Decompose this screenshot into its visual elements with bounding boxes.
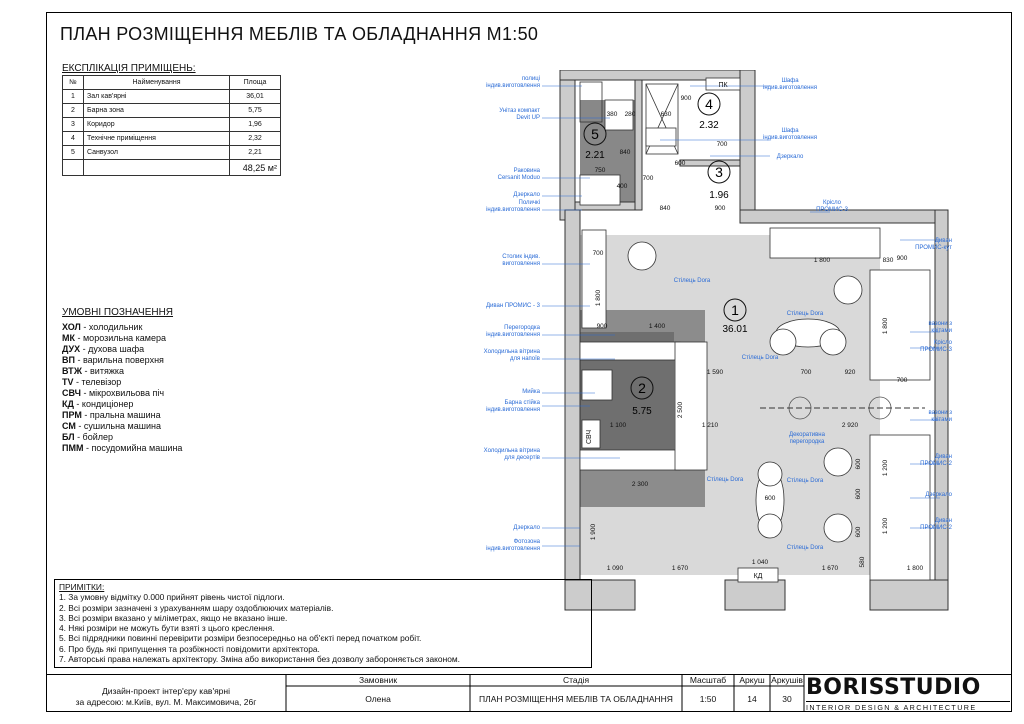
row-number: 5 [63, 146, 84, 160]
row-area: 2,32 [230, 132, 281, 146]
legend-item: ПММ - посудомийна машина [62, 443, 183, 453]
row-name: Коридор [84, 118, 230, 132]
sheets-value: 30 [782, 694, 792, 704]
dimension-label: 400 [616, 183, 628, 190]
wall-partition-wc [635, 80, 642, 210]
callout-text: ПРОМИС-3 [816, 207, 848, 213]
legend-item: КД - кондиціонер [62, 399, 134, 409]
chair-label: Стілець Dora [706, 477, 744, 483]
note-item: 4. Някі розміри не можуть бути взяті з цього креслення. [59, 623, 275, 634]
note-item: 2. Всі розміри зазначені з урахуванням шару оздоблюючих матеріалів. [59, 602, 334, 613]
legend-item: СВЧ - мікрохвильова піч [62, 388, 165, 398]
room-number: 4 [705, 96, 713, 112]
callout-text: Devit UP [516, 115, 540, 121]
studio-logo [806, 676, 1010, 712]
legend-item: МК - морозильна камера [62, 333, 167, 343]
callout-text: Дзеркало [513, 192, 540, 198]
callout-text: ПРОМИС-3 [920, 347, 952, 353]
dimension-label: 900 [714, 205, 726, 212]
notes-heading: ПРИМІТКИ: [59, 582, 105, 592]
row-number: 2 [63, 104, 84, 118]
callout-text: Дзеркало [776, 154, 804, 160]
sheet-value: 14 [747, 694, 757, 704]
project-info [46, 682, 286, 712]
callout-text: індив.виготовлення [486, 207, 540, 213]
dimension-label: 1 210 [701, 422, 719, 429]
row-number: 4 [63, 132, 84, 146]
row-name: Санвузол [84, 146, 230, 160]
dimension-label: 1 590 [706, 369, 724, 376]
chair-label: Стілець Dora [786, 545, 824, 551]
dimension-label: 1 670 [671, 565, 689, 572]
callout-text: індив.виготовлення [486, 332, 540, 338]
callout-text: ПРОМИС-2 [920, 525, 952, 531]
room-area: 5.75 [632, 406, 652, 417]
callout-text: Холодильна вітрина [483, 448, 540, 454]
legend-item: ВТЖ - витяжка [62, 366, 124, 376]
explication-heading: ЕКСПЛІКАЦІЯ ПРИМІЩЕНЬ: [62, 63, 196, 74]
table-total-row [63, 160, 281, 176]
callout-text: ПРОМИС-кут [915, 245, 952, 251]
room-area: 2.21 [585, 150, 605, 161]
project-line-2: за адресою: м.Київ, вул. М. Максимовича, 26г [75, 697, 257, 707]
callout-text: індив.виготовлення [486, 546, 540, 552]
drawing-title: ПЛАН РОЗМІЩЕННЯ МЕБЛІВ ТА ОБЛАДНАННЯ М1:50 [60, 24, 539, 44]
callout-text: Фотозона [513, 539, 540, 545]
room-area: 36.01 [722, 324, 748, 335]
table-row [63, 104, 281, 118]
chair-dora [770, 329, 796, 355]
dimension-label: 280 [624, 111, 636, 118]
dimension-label: 750 [594, 167, 606, 174]
note-item: 7. Авторські права належать архітектору. Зміна або використання без дозволу забороняється законом. [59, 654, 460, 665]
dimension-label: 2 500 [677, 401, 684, 419]
sofa-promis-3 [582, 230, 606, 328]
dimension-label: 1 090 [606, 565, 624, 572]
sheets-label: Аркушів [771, 675, 803, 685]
wall-right-upper [740, 70, 755, 220]
client-label: Замовник [358, 675, 398, 685]
legend-heading: УМОВНІ ПОЗНАЧЕННЯ [62, 307, 174, 318]
callout-text: квітами [931, 328, 952, 334]
legend-item: СМ - сушильна машина [62, 421, 161, 431]
callout-text: для напоїв [509, 356, 540, 362]
chair-label: Стілець Dora [673, 278, 711, 284]
wall-bottom-right [870, 580, 948, 610]
row-number: 1 [63, 90, 84, 104]
chair-label: Стілець Dora [741, 355, 779, 361]
row-number: 3 [63, 118, 84, 132]
callout-text: Мийка [522, 389, 540, 395]
wall-left-hall [565, 210, 580, 610]
callout-text: квітами [931, 417, 952, 423]
explication-table [62, 75, 281, 176]
dimension-label: 700 [800, 369, 812, 376]
header-number: № [63, 76, 84, 90]
project-line-1: Дизайн-проект інтер'єру кав'ярні [102, 686, 230, 696]
row-name: Зал кав'ярні [84, 90, 230, 104]
row-area: 2,21 [230, 146, 281, 160]
dimension-label: 2 300 [631, 481, 649, 488]
dimension-label: 700 [716, 141, 728, 148]
note-item: 1. За умовну відмітку 0.000 прийнят рівень чистої підлоги. [59, 592, 285, 603]
scale-label: Масштаб [689, 675, 727, 685]
dimension-label: 380 [606, 111, 618, 118]
wall-left-upper [560, 70, 575, 220]
row-name: Технічне приміщення [84, 132, 230, 146]
callout-text: Дзеркало [513, 525, 540, 531]
note-item: 5. Всі підрядники повинні перевірити розміри безпосередньо на об'єкті перед початком робіт. [59, 633, 422, 644]
studio-name: BORISSTUDIO [806, 675, 981, 700]
callout-text: Крісло [933, 340, 952, 346]
kd-label: КД [753, 573, 763, 580]
dimension-label: 2 920 [841, 422, 859, 429]
dimension-label: 1 200 [882, 517, 889, 535]
chair-label: Стілець Dora [786, 478, 824, 484]
bar-counter-top [580, 342, 680, 360]
callout-text: Шафа [781, 78, 799, 84]
dimension-label: 900 [680, 95, 692, 102]
row-area: 1,96 [230, 118, 281, 132]
dimension-label: 1 040 [751, 559, 769, 566]
client-value: Олена [365, 694, 391, 704]
dimension-label: 600 [855, 526, 862, 538]
total-empty-cell [84, 160, 230, 176]
callout-text: Cersanit Moduo [497, 175, 540, 181]
callout-text: Поличкі [518, 200, 540, 206]
room-number: 3 [715, 164, 723, 180]
wall-bottom-mid [725, 580, 785, 610]
room-area: 2.32 [699, 120, 719, 131]
sofa-promis-2 [870, 435, 930, 580]
round-table [824, 514, 852, 542]
callout-text: Диван [934, 454, 952, 460]
callout-text: для десертів [504, 455, 540, 461]
table-row [63, 118, 281, 132]
notes-box [54, 579, 592, 668]
sofa-promis-corner-top [770, 228, 880, 258]
studio-tagline: INTERIOR DESIGN & ARCHITECTURE [806, 701, 1010, 712]
callout-text: вазони з [928, 321, 952, 327]
row-name: Барна зона [84, 104, 230, 118]
dimension-label: 1 100 [609, 422, 627, 429]
chair-label: Стілець Dora [786, 311, 824, 317]
row-area: 36,01 [230, 90, 281, 104]
callout-text: Диван [934, 518, 952, 524]
callout-text: вазони з [928, 410, 952, 416]
dimension-label: 1 800 [595, 289, 602, 307]
dimension-label: 900 [596, 323, 608, 330]
tech-cabinet-2 [646, 128, 676, 146]
callout-text: Крісло [822, 200, 842, 206]
callout-text: Шафа [781, 128, 799, 134]
room-number: 5 [591, 126, 599, 142]
callout-text: Раковина [513, 168, 540, 174]
dimension-label: 920 [844, 369, 856, 376]
dimension-label: 700 [642, 175, 654, 182]
dimension-label: 840 [659, 205, 671, 212]
legend-item: БЛ - бойлер [62, 432, 114, 442]
sink-fixture [580, 175, 620, 205]
dimension-label: 1 800 [906, 565, 924, 572]
dimension-label: 1 400 [648, 323, 666, 330]
callout-text: Дзеркало [925, 492, 952, 498]
floor-plan [470, 70, 960, 618]
header-name: Найменування [84, 76, 230, 90]
table-row [63, 90, 281, 104]
dimension-label: 700 [896, 377, 908, 384]
legend-item: ХОЛ - холодильник [62, 322, 143, 332]
dimension-label: 900 [896, 255, 908, 262]
legend-item: ДУХ - духова шафа [62, 344, 145, 354]
room-area: 1.96 [709, 190, 729, 201]
legend-item: ПРМ - пральна машина [62, 410, 161, 420]
chair-dora [820, 329, 846, 355]
dimension-label: 580 [859, 556, 866, 568]
dimension-label: 1 800 [882, 317, 889, 335]
dimension-label: 830 [882, 257, 894, 264]
microwave-label: СВЧ [586, 429, 593, 445]
dimension-label: 1 800 [813, 257, 831, 264]
left-callouts [484, 76, 541, 552]
callout-text: Диван [934, 238, 952, 244]
scale-value: 1:50 [699, 694, 717, 704]
partition-label: Декоративна [789, 432, 825, 438]
room-number: 1 [731, 302, 739, 318]
total-area: 48,25 м² [230, 160, 281, 176]
sheet-label: Аркуш [739, 675, 765, 685]
dimension-label: 1 200 [882, 459, 889, 477]
chair-dora [758, 462, 782, 486]
dimension-label: 1 670 [821, 565, 839, 572]
dimension-label: 600 [855, 458, 862, 470]
chair-dora [758, 514, 782, 538]
round-table [824, 448, 852, 476]
total-empty-cell [63, 160, 84, 176]
callout-text: ПРОМИС-2 [920, 461, 952, 467]
callout-text: індив.виготовлення [486, 407, 540, 413]
dimension-label: 1 900 [590, 523, 597, 541]
dimension-label: 600 [764, 495, 776, 502]
callout-text: Барна стійка [504, 400, 540, 406]
table-row [63, 146, 281, 160]
dimension-label: 700 [592, 250, 604, 257]
table-header-row [63, 76, 281, 90]
room-number: 2 [638, 380, 646, 396]
sink-bar [582, 370, 612, 400]
dimension-label: 630 [660, 111, 672, 118]
legend-item: TV - телевізор [62, 377, 122, 387]
round-table [834, 276, 862, 304]
callout-text: Унітаз компакт [499, 108, 540, 114]
legend-item: ВП - варильна поверхня [62, 355, 164, 365]
sofa-promis-corner-side [870, 270, 930, 380]
stage-label: Стадія [562, 675, 590, 685]
callout-text: Столик індив. [502, 254, 540, 260]
callout-text: індив.виготовлення [763, 135, 817, 141]
legend-list [62, 322, 182, 454]
note-item: 6. Про будь які припущення та розбіжності повідомити архітектора. [59, 643, 320, 654]
dimension-label: 600 [674, 160, 686, 167]
callout-text: Перегородка [504, 325, 540, 331]
dimension-label: 600 [855, 488, 862, 500]
callout-text: виготовлення [502, 261, 540, 267]
partition-label: перегородка [789, 439, 825, 445]
stage-value: ПЛАН РОЗМІЩЕННЯ МЕБЛІВ ТА ОБЛАДНАННЯ [479, 694, 673, 704]
callout-text: полиці [521, 76, 540, 82]
row-area: 5,75 [230, 104, 281, 118]
bar-counter-bottom [580, 450, 680, 470]
callout-text: Холодильна вітрина [483, 349, 540, 355]
callout-text: індив.виготовлення [486, 83, 540, 89]
callout-text: Диван ПРОМИС - 3 [485, 303, 540, 309]
header-area: Площа [230, 76, 281, 90]
table-row [63, 132, 281, 146]
callout-text: індив.виготовлення [763, 85, 817, 91]
pk-label: ПК [718, 82, 728, 89]
note-item: 3. Всі розміри вказано у міліметрах, якщо не вказано інше. [59, 612, 288, 623]
round-table [628, 242, 656, 270]
dimension-label: 840 [619, 149, 631, 156]
